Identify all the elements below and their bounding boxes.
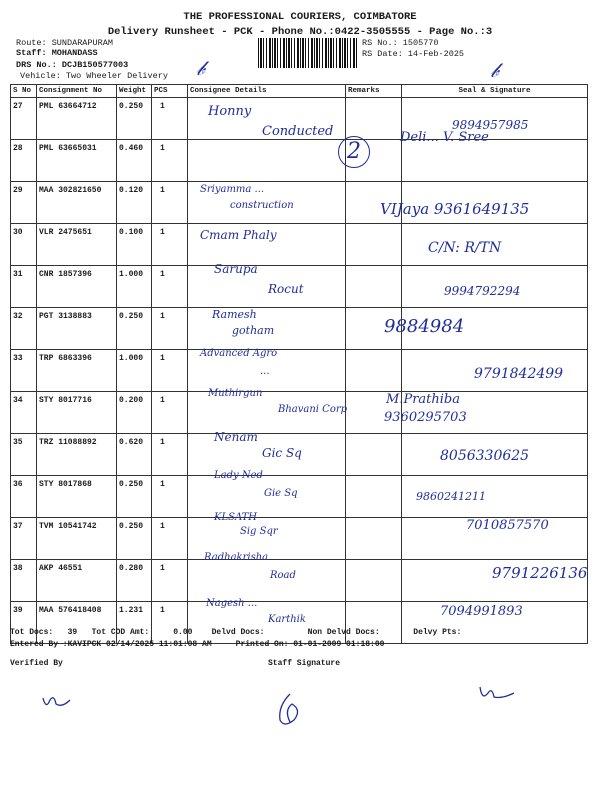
cell-sno: 30 [11, 224, 37, 266]
handwritten-consignee: ... [260, 366, 270, 377]
entered-line: Entered By :KAVIPCK 02/14/2025 11:01:08 AM Printed On: 01-01-2009 01:18:00 [10, 640, 385, 649]
cell-pcs: 1 [152, 392, 188, 434]
cell-weight: 0.280 [117, 560, 152, 602]
cell-remarks [346, 350, 402, 392]
cell-consignment-no: PGT 3138883 [37, 308, 117, 350]
table-row [11, 308, 588, 350]
handwritten-signature: M.Prathiba [386, 392, 460, 407]
cell-consignment-no: PML 63665031 [37, 140, 117, 182]
cell-pcs: 1 [152, 560, 188, 602]
handwritten-consignee: KLSATH [214, 512, 258, 523]
cell-consignment-no: MAA 302821650 [37, 182, 117, 224]
handwritten-consignee: Gie Sq [264, 488, 298, 499]
cell-remarks [346, 266, 402, 308]
cell-consignee [188, 560, 346, 602]
handwritten-consignee: Muthirgun [208, 388, 263, 399]
cell-sno: 38 [11, 560, 37, 602]
cell-sno: 34 [11, 392, 37, 434]
cell-sno: 35 [11, 434, 37, 476]
handwritten-signature: C/N: R/TN [428, 240, 502, 256]
handwritten-mark: 𝒷 [196, 56, 205, 80]
runsheet-table [10, 84, 588, 644]
cell-sno: 29 [11, 182, 37, 224]
handwritten-signature: 9791226136 [492, 564, 588, 582]
cell-remarks [346, 602, 402, 644]
barcode [258, 38, 358, 68]
handwritten-signature: 9360295703 [384, 410, 467, 425]
cell-consignment-no: AKP 46551 [37, 560, 117, 602]
cell-remarks [346, 518, 402, 560]
cell-consignment-no: VLR 2475651 [37, 224, 117, 266]
handwritten-signature: 8056330625 [440, 448, 530, 464]
col-seal: Seal & Signature [402, 85, 588, 98]
col-sno: S No [11, 85, 37, 98]
cell-sno: 31 [11, 266, 37, 308]
cell-weight: 1.000 [117, 350, 152, 392]
cell-pcs: 1 [152, 434, 188, 476]
cell-consignee [188, 140, 346, 182]
staff-signature-label: Staff Signature [268, 659, 341, 668]
handwritten-signature: 9894957985 [452, 118, 529, 132]
handwritten-consignee: Ramesh [212, 308, 257, 321]
cell-pcs: 1 [152, 140, 188, 182]
cell-pcs: 1 [152, 602, 188, 644]
rs-number: RS No.: 1505770 [362, 38, 439, 48]
col-pcs: PCS [152, 85, 188, 98]
table-row [11, 140, 588, 182]
handwritten-consignee: Advanced Agro [200, 348, 278, 359]
handwritten-consignee: Conducted [262, 124, 334, 139]
verifier-signature [40, 690, 80, 714]
staff: Staff: MOHANDASS [16, 48, 98, 58]
vehicle: Vehicle: Two Wheeler Delivery [20, 71, 168, 81]
cell-pcs: 1 [152, 182, 188, 224]
company-name: THE PROFESSIONAL COURIERS, COIMBATORE [183, 11, 417, 23]
handwritten-consignee: construction [230, 200, 294, 211]
cell-pcs: 1 [152, 98, 188, 140]
handwritten-consignee: Cmam Phaly [200, 228, 277, 242]
cell-remarks [346, 476, 402, 518]
col-consignment: Consignment No [37, 85, 117, 98]
cell-sno: 33 [11, 350, 37, 392]
handwritten-mark: 𝒷 [490, 58, 499, 82]
col-remarks: Remarks [346, 85, 402, 98]
cell-consignment-no: PML 63664712 [37, 98, 117, 140]
cell-weight: 0.200 [117, 392, 152, 434]
cell-sno: 27 [11, 98, 37, 140]
cell-sno: 28 [11, 140, 37, 182]
handwritten-signature: 7094991893 [440, 604, 523, 619]
table-header-row [11, 85, 588, 98]
cell-pcs: 1 [152, 350, 188, 392]
handwritten-consignee: gotham [232, 324, 275, 337]
handwritten-consignee: Gic Sq [262, 446, 302, 460]
cell-weight: 0.120 [117, 182, 152, 224]
handwritten-consignee: Sarupa [214, 262, 258, 276]
handwritten-signature: 9860241211 [416, 490, 486, 503]
handwritten-consignee: Karthik [268, 614, 306, 625]
cell-pcs: 1 [152, 308, 188, 350]
initials-signature [476, 683, 520, 705]
circled-remark: 2 [338, 136, 370, 168]
cell-weight: 0.250 [117, 308, 152, 350]
table-row [11, 476, 588, 518]
handwritten-signature: 9791842499 [474, 366, 564, 382]
route: Route: SUNDARAPURAM [16, 38, 113, 48]
handwritten-signature: 9884984 [384, 316, 465, 337]
handwritten-consignee: Honny [208, 104, 252, 119]
handwritten-signature: VIJaya 9361649135 [380, 200, 530, 218]
handwritten-consignee: Sig Sqr [240, 526, 278, 537]
cell-remarks [346, 98, 402, 140]
cell-remarks [346, 560, 402, 602]
cell-pcs: 1 [152, 476, 188, 518]
handwritten-consignee: Lady Ned [214, 470, 263, 481]
cell-pcs: 1 [152, 518, 188, 560]
cell-weight: 0.250 [117, 98, 152, 140]
drs-number: DRS No.: DCJB150577003 [16, 60, 129, 70]
handwritten-consignee: Nagesh ... [206, 598, 258, 609]
col-consignee: Consignee Details [188, 85, 346, 98]
handwritten-consignee: Sriyamma ... [200, 184, 265, 195]
rs-date: RS Date: 14-Feb-2025 [362, 49, 465, 59]
cell-consignment-no: MAA 576418408 [37, 602, 117, 644]
cell-weight: 1.000 [117, 266, 152, 308]
cell-weight: 0.250 [117, 476, 152, 518]
cell-sno: 37 [11, 518, 37, 560]
cell-weight: 0.250 [117, 518, 152, 560]
cell-remarks [346, 434, 402, 476]
handwritten-consignee: Bhavani Corp [278, 404, 348, 415]
cell-pcs: 1 [152, 224, 188, 266]
handwritten-signature: Deli... V. Sree [400, 130, 489, 145]
handwritten-signature: 9994792294 [444, 284, 521, 298]
verified-by-label: Verified By [10, 659, 63, 668]
cell-consignee [188, 266, 346, 308]
handwritten-consignee: Rocut [268, 282, 304, 296]
handwritten-consignee: Road [270, 570, 296, 581]
cell-consignment-no: TRP 6863396 [37, 350, 117, 392]
col-weight: Weight [117, 85, 152, 98]
staff-signature [270, 690, 310, 730]
cell-weight: 0.100 [117, 224, 152, 266]
cell-consignment-no: STY 8017716 [37, 392, 117, 434]
cell-remarks [346, 224, 402, 266]
cell-weight: 1.231 [117, 602, 152, 644]
cell-sno: 39 [11, 602, 37, 644]
cell-pcs: 1 [152, 266, 188, 308]
runsheet-title: Delivery Runsheet - PCK - Phone No.:0422-3505555 - Page No.:3 [107, 26, 493, 38]
cell-seal [402, 140, 588, 182]
handwritten-consignee: Radhakrisha [204, 552, 269, 563]
cell-weight: 0.460 [117, 140, 152, 182]
handwritten-consignee: Nenam [214, 430, 258, 444]
cell-consignment-no: CNR 1857396 [37, 266, 117, 308]
cell-weight: 0.620 [117, 434, 152, 476]
cell-consignment-no: STY 8017868 [37, 476, 117, 518]
cell-consignment-no: TRZ 11088892 [37, 434, 117, 476]
cell-sno: 32 [11, 308, 37, 350]
totals-line: Tot Docs: 39 Tot COD Amt: 0.00 Delvd Docs: Non Delvd Docs: Delvy Pts: [10, 628, 462, 637]
handwritten-signature: 7010857570 [466, 518, 549, 533]
cell-consignment-no: TVM 10541742 [37, 518, 117, 560]
cell-sno: 36 [11, 476, 37, 518]
